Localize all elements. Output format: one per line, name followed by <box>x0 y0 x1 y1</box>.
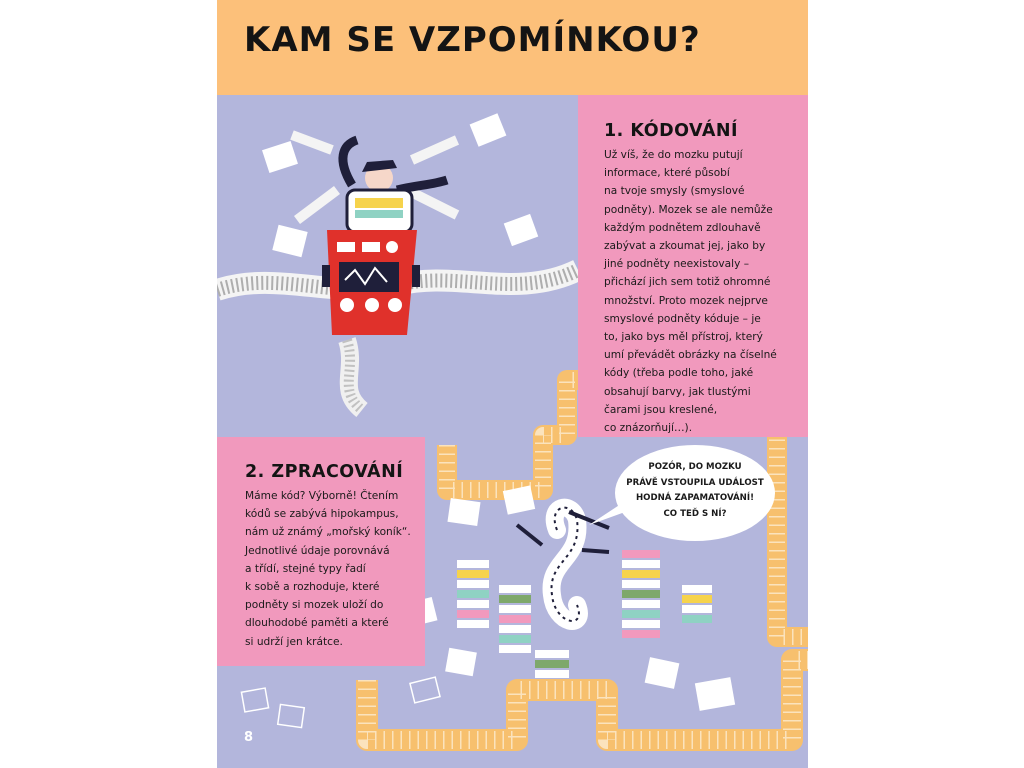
section-coding-text: Už víš, že do mozku putují informace, které působí na tvoje smysly (smyslové podněty). Mozek se ale nemůže každým podnětem zdlouhavě zabývat a zkoumat jej, jako by jiné podněty neexistovaly – přichází jich sem totiž ohromné množství. Proto mozek nejprve smyslové podněty kóduje – je to, jako bys měl přístroj, který umí převádět obrázky na číselné kódy (třeba podle toho, jaké obsahují barvy, jak tlustými čarami jsou kreslené, co znázorňují…). <box>604 149 777 435</box>
section-coding-panel <box>578 95 808 437</box>
paper-doodles <box>241 677 440 727</box>
page-title: KAM SE VZPOMÍNKOU? <box>244 20 701 60</box>
title-band <box>217 0 808 95</box>
page-number: 8 <box>244 730 254 745</box>
section-processing-heading: 2. ZPRACOVÁNÍ <box>245 462 404 482</box>
book-page <box>217 0 808 768</box>
section-processing-text: Máme kód? Výborně! Čtením kódů se zabývá hipokampus, nám už známý „mořský koník“. Jednotlivé údaje porovnává a třídí, stejné typy řadí k sobě a rozhoduje, které podněty si mozek uloží do dlouhodobé paměti a které si udrží jen krátce. <box>245 490 411 648</box>
section-processing-panel <box>217 437 425 666</box>
speech-bubble-text: POZÓR, DO MOZKU PRÁVĚ VSTOUPILA UDÁLOST HODNÁ ZAPAMATOVÁNÍ! CO TEĎ S NÍ? <box>626 462 764 519</box>
section-coding-heading: 1. KÓDOVÁNÍ <box>604 121 739 141</box>
coding-robot-illustration <box>262 113 538 335</box>
